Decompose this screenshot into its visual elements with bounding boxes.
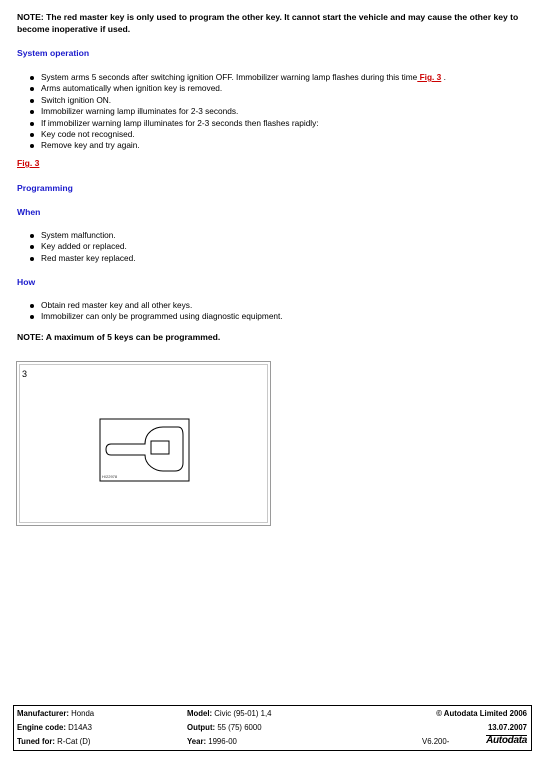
output-value: 55 (75) 6000 [217, 723, 262, 732]
figure-number: 3 [22, 369, 28, 379]
list-item-text: System arms 5 seconds after switching ignition OFF. Immobilizer warning lamp flashes during this time [41, 72, 418, 82]
list-item: Immobilizer can only be programmed using diagnostic equipment. [30, 311, 283, 322]
list-item: Remove key and try again. [30, 140, 446, 151]
note-red-master-key: NOTE: The red master key is only used to program the other key. It cannot start the vehicle and may cause the other key to become inoperative if used. [17, 12, 519, 34]
footer-info-table [13, 705, 532, 751]
year-value: 1996-00 [208, 737, 237, 746]
note-max-keys: NOTE: A maximum of 5 keys can be programmed. [17, 332, 221, 342]
model-label: Model: [187, 709, 213, 718]
system-operation-list [30, 72, 446, 152]
print-date: 13.07.2007 [487, 723, 527, 732]
list-item: Key code not recognised. [30, 129, 446, 140]
list-item: Obtain red master key and all other keys. [30, 300, 283, 311]
how-list [30, 300, 283, 323]
manufacturer-value: Honda [71, 709, 95, 718]
heading-programming: Programming [17, 183, 73, 193]
manufacturer-label: Manufacturer: [17, 709, 69, 718]
heading-system-operation: System operation [17, 48, 90, 58]
engine-code-value: D14A3 [68, 723, 92, 732]
list-item: Red master key replaced. [30, 253, 136, 264]
output-label: Output: [187, 723, 216, 732]
figure-3 [16, 361, 271, 526]
list-item-suffix: . [441, 72, 446, 82]
fig-3-inline-link[interactable]: Fig. 3 [417, 72, 442, 82]
when-list [30, 230, 136, 264]
list-item [30, 72, 446, 83]
autodata-logo: Autodata [486, 735, 527, 746]
tuned-for-value: R-Cat (D) [57, 737, 91, 746]
model-value: Civic (95-01) 1,4 [214, 709, 272, 718]
tuned-for-label: Tuned for: [17, 737, 55, 746]
copyright: © Autodata Limited 2006 [436, 709, 527, 718]
list-item: Switch ignition ON. [30, 95, 446, 106]
heading-how: How [17, 277, 36, 287]
version: V6.200- [422, 737, 450, 746]
figure-frame [19, 364, 268, 523]
list-item: If immobilizer warning lamp illuminates for 2-3 seconds then flashes rapidly: [30, 118, 446, 129]
key-figure-border [100, 419, 189, 481]
key-outline [106, 427, 183, 471]
key-illustration [20, 365, 267, 522]
year-label: Year: [187, 737, 207, 746]
figure-caption: H/22978 [102, 474, 118, 479]
engine-code-label: Engine code: [17, 723, 66, 732]
heading-when: When [17, 207, 41, 217]
list-item: Arms automatically when ignition key is removed. [30, 83, 446, 94]
list-item: Key added or replaced. [30, 241, 136, 252]
list-item: Immobilizer warning lamp illuminates for 2-3 seconds. [30, 106, 446, 117]
list-item: System malfunction. [30, 230, 136, 241]
key-chip-window [151, 441, 169, 454]
fig-3-link[interactable]: Fig. 3 [17, 158, 40, 168]
